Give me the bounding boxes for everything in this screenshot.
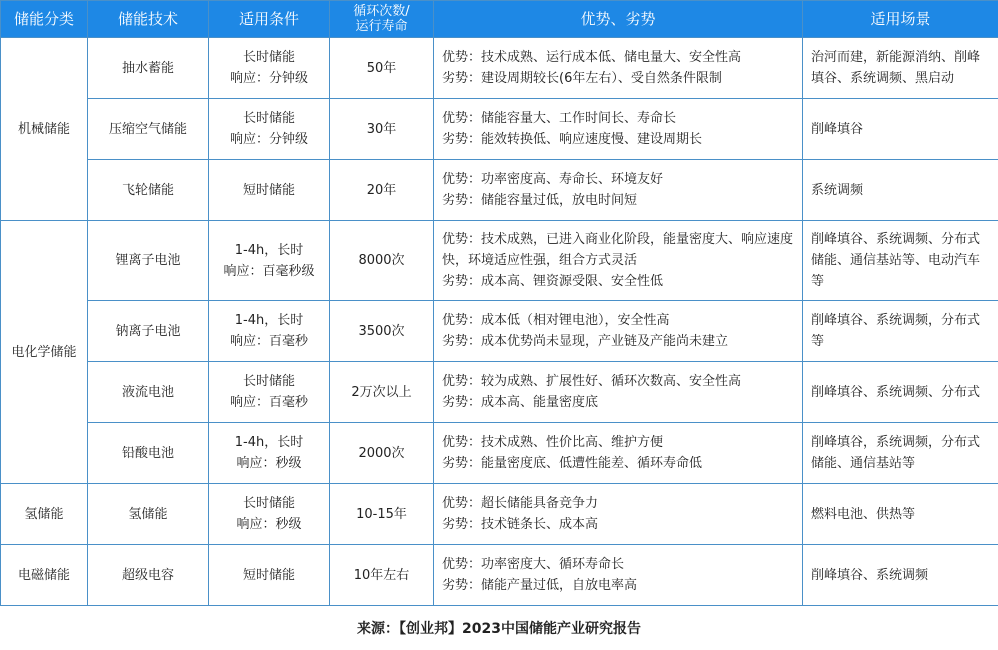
condition-cell [209, 423, 330, 484]
cycle-cell: 2万次以上 [330, 362, 434, 423]
pros-text: 优势：储能容量大、工作时间长、寿命长 [442, 111, 677, 126]
pros-cons-cell [434, 99, 803, 160]
condition-cell [209, 484, 330, 545]
header-condition: 适用条件 [209, 1, 330, 38]
condition-line: 响应：秒级 [236, 517, 302, 532]
scenario-cell: 削峰填谷，系统调频，分布式储能、通信基站等 [803, 423, 998, 484]
tech-cell: 抽水蓄能 [88, 38, 209, 99]
source-caption: 来源：【创业邦】2023中国储能产业研究报告 [357, 621, 641, 637]
cons-text: 劣势：能量密度底、低遭性能差、循环寿命低 [442, 456, 703, 471]
header-row [1, 1, 998, 38]
tech-cell: 氢储能 [88, 484, 209, 545]
tech-cell: 钠离子电池 [88, 301, 209, 362]
condition-line: 长时储能 [242, 111, 295, 126]
table-row [1, 301, 998, 362]
condition-line: 响应：百毫秒级 [223, 263, 315, 279]
cons-text: 劣势：储能容量过低，放电时间短 [442, 193, 638, 208]
pros-text: 优势：较为成熟、扩展性好、循环次数高、安全性高 [442, 374, 742, 389]
condition-cell [209, 545, 330, 606]
scenario-cell: 系统调频 [803, 160, 998, 221]
table-row [1, 160, 998, 221]
scenario-cell: 削峰填谷、系统调频，分布式等 [803, 301, 998, 362]
tech-cell: 飞轮储能 [88, 160, 209, 221]
pros-text: 优势：技术成熟、性价比高、维护方便 [442, 435, 664, 450]
scenario-cell: 削峰填谷、系统调频、分布式储能、通信基站等、电动汽车等 [803, 221, 998, 301]
scenario-cell: 削峰填谷、系统调频 [803, 545, 998, 606]
pros-text: 优势：技术成熟、运行成本低、储电量大、安全性高 [442, 50, 742, 65]
table-row [1, 545, 998, 606]
category-cell: 机械储能 [1, 38, 88, 221]
header-category: 储能分类 [1, 1, 88, 38]
table-row [1, 99, 998, 160]
pros-cons-cell [434, 38, 803, 99]
condition-line: 响应：秒级 [236, 456, 302, 471]
cons-text: 劣势：储能产量过低，自放电率高 [442, 578, 638, 593]
pros-cons-cell [434, 301, 803, 362]
table-row [1, 221, 998, 301]
cycle-cell: 10-15年 [330, 484, 434, 545]
cycle-cell: 3500次 [330, 301, 434, 362]
cons-text: 劣势：技术链条长、成本高 [442, 517, 599, 532]
tech-cell: 压缩空气储能 [88, 99, 209, 160]
category-cell: 电磁储能 [1, 545, 88, 606]
table-row [1, 423, 998, 484]
condition-line: 短时储能 [242, 567, 295, 583]
pros-text: 优势：技术成熟，已进入商业化阶段，能量密度大、响应速度快，环境适应性强，组合方式灵活 [442, 232, 794, 268]
condition-cell [209, 221, 330, 301]
condition-line: 1-4h，长时 [234, 242, 304, 258]
header-cycle-line2: 运行寿命 [355, 19, 408, 34]
condition-line: 1-4h，长时 [234, 435, 304, 450]
category-cell: 电化学储能 [1, 221, 88, 484]
cycle-cell: 10年左右 [330, 545, 434, 606]
condition-line: 1-4h，长时 [234, 313, 304, 328]
cons-text: 劣势：成本高、锂资源受限、安全性低 [442, 274, 664, 289]
cycle-cell: 2000次 [330, 423, 434, 484]
condition-line: 响应：分钟级 [229, 71, 308, 86]
condition-line: 响应：百毫秒 [229, 395, 308, 410]
cycle-cell: 30年 [330, 99, 434, 160]
category-cell: 氢储能 [1, 484, 88, 545]
condition-cell [209, 301, 330, 362]
cons-text: 劣势：能效转换低、响应速度慢、建设周期长 [442, 132, 703, 147]
scenario-cell: 燃料电池、供热等 [803, 484, 998, 545]
header-tech: 储能技术 [88, 1, 209, 38]
pros-cons-cell [434, 545, 803, 606]
condition-line: 长时储能 [242, 50, 295, 65]
condition-line: 短时储能 [242, 182, 295, 198]
table-row [1, 362, 998, 423]
header-scenario: 适用场景 [803, 1, 998, 38]
tech-cell: 超级电容 [88, 545, 209, 606]
condition-cell [209, 99, 330, 160]
tech-cell: 液流电池 [88, 362, 209, 423]
scenario-cell: 削峰填谷 [803, 99, 998, 160]
pros-cons-cell [434, 221, 803, 301]
tech-cell: 锂离子电池 [88, 221, 209, 301]
condition-line: 响应：分钟级 [229, 132, 308, 147]
table-row [1, 38, 998, 99]
pros-cons-cell [434, 362, 803, 423]
header-pros-cons: 优势、劣势 [434, 1, 803, 38]
condition-cell [209, 160, 330, 221]
cycle-cell: 50年 [330, 38, 434, 99]
cycle-cell: 20年 [330, 160, 434, 221]
condition-line: 响应：百毫秒 [229, 334, 308, 349]
condition-line: 长时储能 [242, 374, 295, 389]
condition-cell [209, 362, 330, 423]
header-cycle-line1: 循环次数/ [353, 4, 410, 19]
cons-text: 劣势：建设周期较长(6年左右）、受自然条件限制 [442, 71, 722, 86]
table-row [1, 484, 998, 545]
pros-text: 优势：功率密度大、循环寿命长 [442, 557, 625, 572]
pros-text: 优势：成本低（相对锂电池），安全性高 [442, 313, 670, 328]
pros-text: 优势：功率密度高、寿命长、环境友好 [442, 172, 664, 187]
condition-line: 长时储能 [242, 496, 295, 511]
tech-cell: 铅酸电池 [88, 423, 209, 484]
cons-text: 劣势：成本高、能量密度底 [442, 395, 599, 410]
cycle-cell: 8000次 [330, 221, 434, 301]
pros-cons-cell [434, 484, 803, 545]
header-cycle [330, 1, 434, 38]
pros-cons-cell [434, 160, 803, 221]
scenario-cell: 治河而建，新能源消纳、削峰填谷、系统调频、黑启动 [803, 38, 998, 99]
pros-text: 优势：超长储能具备竞争力 [442, 496, 599, 511]
scenario-cell: 削峰填谷、系统调频、分布式 [803, 362, 998, 423]
pros-cons-cell [434, 423, 803, 484]
condition-cell [209, 38, 330, 99]
cons-text: 劣势：成本优势尚未显现，产业链及产能尚未建立 [442, 334, 729, 349]
